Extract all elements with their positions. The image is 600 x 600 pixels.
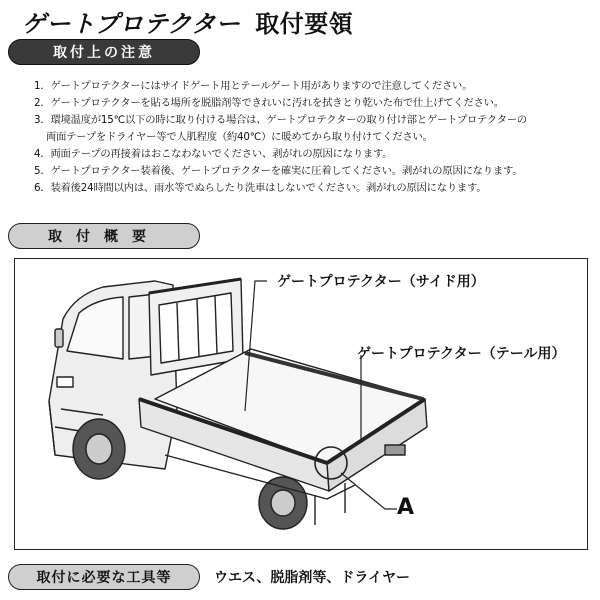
caution-item-6: 6．装着後24時間以内は、雨水等でぬらしたり洗車はしないでください。剥がれの原因になります。 [34,182,487,194]
overview-heading: 取付概要 [8,223,200,249]
cautions-heading: 取付上の注意 [8,39,200,65]
cautions-list [34,78,594,197]
page-title [22,4,353,39]
caution-item-3-continued: 両面テープをドライヤー等で人肌程度（約40℃）に暖めてから取り付けてください。 [46,131,433,143]
title-product: ゲートプロテクター [22,10,241,38]
callout-tail-protector: ゲートプロテクター（テール用） [357,346,566,362]
callout-side-protector: ゲートプロテクター（サイド用） [277,274,485,290]
caution-item-1: 1．ゲートプロテクターにはサイドゲート用とテールゲート用がありますので注意してください。 [34,80,473,92]
caution-item-4: 4．両面テープの再接着はおこなわないでください、剥がれの原因になります。 [34,148,393,160]
tools-list: ウエス、脱脂剤等、ドライヤー [214,570,410,586]
truck-illustration [15,259,587,549]
detail-label-a: A [397,495,415,520]
caution-item-5: 5．ゲートプロテクター装着後、ゲートプロテクターを確実に圧着してください。剥がれの原因になります。 [34,165,523,177]
overview-diagram-frame [14,258,588,550]
title-subject: 取付要領 [255,10,354,38]
caution-item-3: 3．環境温度が15℃以下の時に取り付ける場合は、ゲートプロテクターの取り付け部とゲートプロテクターの [34,114,528,126]
tools-heading: 取付に必要な工具等 [8,564,200,590]
caution-item-2: 2．ゲートプロテクターを貼る場所を脱脂剤等できれいに汚れを拭きとり乾いた布で仕上げてください。 [34,97,504,109]
